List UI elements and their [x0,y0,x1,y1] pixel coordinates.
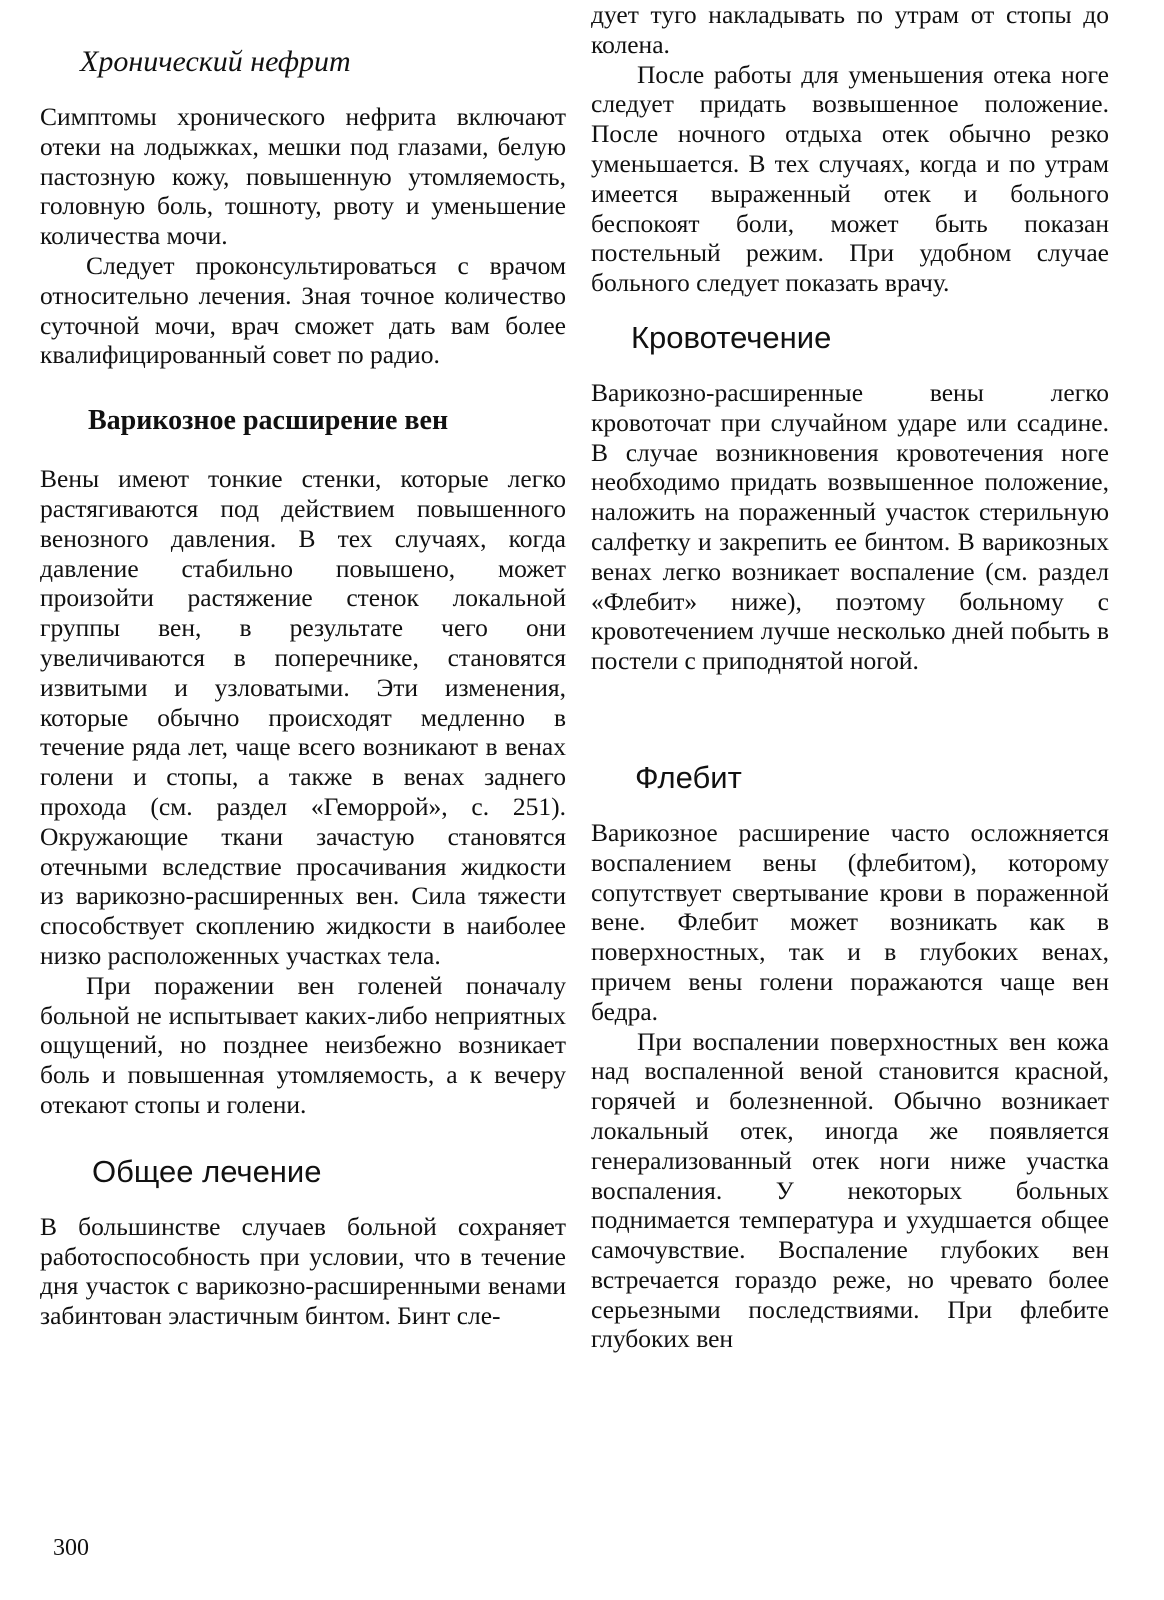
paragraph: Варикозно-расширенные вены легко кровоточат при случайном ударе или ссадине. В случае возникновения кровотечения ноге необходимо придать возвышенное положение, наложить на пораженный участок стерильную салфетку и закрепить ее бинтом. В варикозных венах легко возникает воспаление (см. раздел «Флебит» ниже), поэтому больному с кровотечением лучше несколько дней побыть в постели с приподнятой ногой. [591,377,1109,676]
paragraph-continuation: дует туго накладывать по утрам от стопы до колена. [591,0,1109,59]
paragraph: Варикозное расширение часто осложняется воспалением вены (флебитом), которому сопутствует свертывание крови в пораженной вене. Флебит может возникать как в поверхностных, так и в глубоких венах, причем вены голени поражаются чаще вен бедра. [591,817,1109,1026]
heading-chronic-nephritis: Хронический нефрит [80,45,351,78]
heading-varicose-veins: Варикозное расширение вен [88,405,449,437]
paragraph: При воспалении поверхностных вен кожа над воспаленной веной становится красной, горячей и болезненной. Обычно возникает локальный отек, иногда же появляется генерализованный отек ноги ниже участка воспаления. У некоторых больных поднимается температура и ухудшается общее самочувствие. Воспаление глубоких вен встречается гораздо реже, но чревато более серьезными последствиями. При флебите глубоких вен [591,1026,1109,1354]
paragraph: Следует проконсультироваться с врачом относительно лечения. Зная точное количество суточной мочи, врач сможет дать вам более квалифицированный совет по радио. [40,250,566,370]
paragraph: При поражении вен голеней поначалу больной не испытывает каких-либо неприятных ощущений, но позднее неизбежно возникает боль и повышенная утомляемость, а к вечеру отекают стопы и голени. [40,970,566,1119]
left-column [40,0,566,1331]
heading-phlebitis: Флебит [635,759,742,795]
paragraph: Симптомы хронического нефрита включают отеки на лодыжках, мешки под глазами, белую пастозную кожу, повышенную утомляемость, головную боль, тошноту, рвоту и уменьшение количества мочи. [40,102,566,251]
heading-general-treatment: Общее лечение [92,1153,322,1189]
paragraph: После работы для уменьшения отека ноге следует придать возвышенное положение. После ночного отдыха отек обычно резко уменьшается. В тех случаях, когда и по утрам имеется выраженный отек и больного беспокоят боли, может быть показан постельный режим. При удобном случае больного следует показать врачу. [591,59,1109,298]
heading-bleeding: Кровотечение [631,319,832,355]
right-column [591,0,1109,1354]
paragraph: Вены имеют тонкие стенки, которые легко растягиваются под действием повышенного венозного давления. В тех случаях, когда давление стабильно повышено, может произойти растяжение стенок локальной группы вен, в результате чего они увеличиваются в поперечнике, становятся извитыми и узловатыми. Эти изменения, которые обычно происходят медленно в течение ряда лет, чаще всего возникают в венах голени и стопы, а также в венах заднего прохода (см. раздел «Геморрой», с. 251). Окружающие ткани зачастую становятся отечными вследствие просачивания жидкости из варикозно-расширенных вен. Сила тяжести способствует скоплению жидкости в наиболее низко расположенных участках тела. [40,464,566,970]
paragraph: В большинстве случаев больной сохраняет работоспособность при условии, что в течение дня участок с варикозно-расширенными венами забинтован эластичным бинтом. Бинт сле- [40,1211,566,1331]
page-number: 300 [53,1535,89,1561]
